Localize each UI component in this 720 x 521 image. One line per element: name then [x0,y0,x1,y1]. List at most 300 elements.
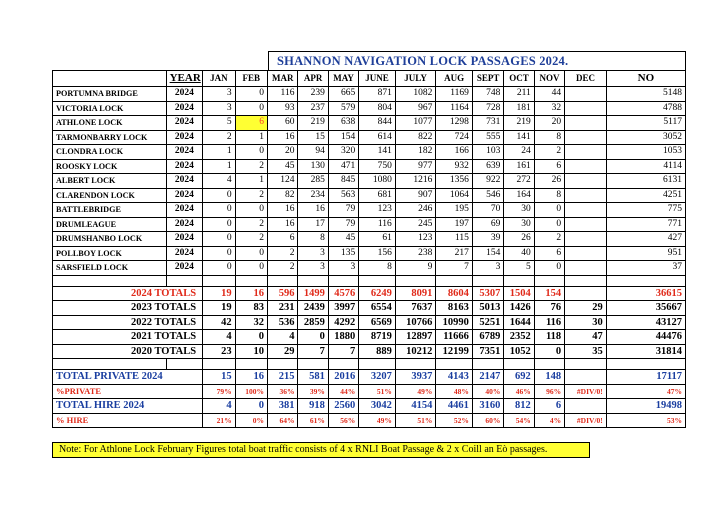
month-value: 246 [395,203,436,218]
hire-month-value: 61% [298,413,328,428]
total-month-value: 1880 [328,330,358,345]
hire-month-value: 692 [504,370,534,385]
lock-row [53,87,686,102]
month-value: 3 [472,261,503,276]
spacer-cell [298,359,328,370]
month-value: 2 [235,232,267,247]
hire-month-value: 49% [395,384,436,399]
hire-month-value: 49% [359,413,396,428]
lock-name: DRUMLEAGUE [53,217,167,232]
hire-month-value: 46% [504,384,534,399]
total-month-value: 7 [298,344,328,359]
lock-row [53,261,686,276]
month-value [565,130,607,145]
month-value: 20 [534,116,564,131]
month-value: 8 [298,232,328,247]
month-value: 217 [436,246,473,261]
total-month-value: 19 [203,301,235,316]
month-value: 116 [268,87,298,102]
month-value: 0 [235,145,267,160]
hire-month-value [565,370,607,385]
hire-month-value: 3160 [472,399,503,414]
month-value: 130 [298,159,328,174]
lock-row [53,130,686,145]
month-value: 239 [298,87,328,102]
month-value: 234 [298,188,328,203]
month-value: 285 [298,174,328,189]
total-month-value: 1426 [504,301,534,316]
lock-row [53,203,686,218]
month-value: 2 [268,246,298,261]
month-value: 638 [328,116,358,131]
total-no: 36615 [606,286,685,301]
total-label: 2020 TOTALS [53,344,203,359]
hire-month-value: 54% [504,413,534,428]
month-value: 8 [359,261,396,276]
spacer-cell [606,359,685,370]
hire-label: TOTAL HIRE 2024 [53,399,203,414]
month-value: 20 [268,145,298,160]
hire-month-value: 4 [203,399,235,414]
month-value: 1082 [395,87,436,102]
month-value: 238 [395,246,436,261]
year-total-row [53,344,686,359]
month-value: 0 [235,246,267,261]
spacer-cell [166,275,203,286]
month-value: 3 [203,101,235,116]
lock-row [53,232,686,247]
month-value: 1164 [436,101,473,116]
header-year: YEAR [166,71,203,87]
hire-label: TOTAL PRIVATE 2024 [53,370,203,385]
month-value: 60 [268,116,298,131]
hire-month-value: 51% [395,413,436,428]
total-month-value: 5307 [472,286,503,301]
hire-month-value: 16 [235,370,267,385]
lock-year: 2024 [166,188,203,203]
month-value: 123 [395,232,436,247]
month-value: 44 [534,87,564,102]
lock-total: 771 [606,217,685,232]
month-value: 563 [328,188,358,203]
hire-month-value: 44% [328,384,358,399]
lock-total: 6131 [606,174,685,189]
total-no: 31814 [606,344,685,359]
lock-row [53,188,686,203]
total-month-value: 2859 [298,315,328,330]
spacer-cell [298,275,328,286]
hire-no: 19498 [606,399,685,414]
spacer-cell [359,275,396,286]
hire-month-value: 40% [472,384,503,399]
lock-name: ATHLONE LOCK [53,116,167,131]
hire-month-value: #DIV/0! [565,384,607,399]
month-value: 123 [359,203,396,218]
hire-month-value: 4154 [395,399,436,414]
lock-year: 2024 [166,246,203,261]
month-value: 211 [504,87,534,102]
lock-name: SARSFIELD LOCK [53,261,167,276]
month-value: 3 [328,261,358,276]
spacer-cell [53,275,167,286]
month-value [565,145,607,160]
month-value: 124 [268,174,298,189]
lock-year: 2024 [166,87,203,102]
month-value: 17 [298,217,328,232]
month-value: 3 [203,87,235,102]
total-month-value: 4292 [328,315,358,330]
total-month-value: 3997 [328,301,358,316]
month-value: 871 [359,87,396,102]
hire-month-value: 3042 [359,399,396,414]
month-value: 932 [436,159,473,174]
header-month: AUG [436,71,473,87]
header-no: NO [606,71,685,87]
month-value: 1298 [436,116,473,131]
total-label: 2021 TOTALS [53,330,203,345]
month-value: 1077 [395,116,436,131]
month-value: 614 [359,130,396,145]
hire-row [53,399,686,414]
header-month: JUNE [359,71,396,87]
total-month-value: 83 [235,301,267,316]
month-value: 9 [395,261,436,276]
month-value: 181 [504,101,534,116]
hire-month-value: 56% [328,413,358,428]
month-value: 16 [268,203,298,218]
header-month: JULY [395,71,436,87]
total-month-value: 35 [565,344,607,359]
lock-year: 2024 [166,217,203,232]
month-value: 320 [328,145,358,160]
month-value: 70 [472,203,503,218]
total-month-value: 154 [534,286,564,301]
total-month-value: 8163 [436,301,473,316]
hire-month-value: 0 [235,399,267,414]
month-value: 45 [328,232,358,247]
month-value: 6 [534,246,564,261]
total-month-value: 30 [565,315,607,330]
lock-total: 951 [606,246,685,261]
lock-year: 2024 [166,232,203,247]
month-value: 15 [298,130,328,145]
total-label: 2022 TOTALS [53,315,203,330]
month-value: 237 [298,101,328,116]
month-value: 728 [472,101,503,116]
lock-total: 5148 [606,87,685,102]
month-value: 6 [235,116,267,131]
hire-row [53,413,686,428]
month-value: 0 [235,87,267,102]
month-value: 1 [235,174,267,189]
lock-row [53,145,686,160]
month-value: 2 [268,261,298,276]
month-value: 135 [328,246,358,261]
month-value: 16 [298,203,328,218]
month-value: 79 [328,217,358,232]
month-value: 0 [534,203,564,218]
spacer-row [53,359,686,370]
month-value: 0 [203,261,235,276]
total-month-value [565,286,607,301]
hire-month-value: 52% [436,413,473,428]
month-value: 471 [328,159,358,174]
total-month-value: 10766 [395,315,436,330]
total-month-value: 6569 [359,315,396,330]
month-value: 555 [472,130,503,145]
month-value: 2 [534,145,564,160]
total-no: 35667 [606,301,685,316]
year-total-row [53,330,686,345]
month-value: 197 [436,217,473,232]
total-month-value: 16 [235,286,267,301]
month-value: 845 [328,174,358,189]
hire-month-value: 3937 [395,370,436,385]
total-month-value: 29 [268,344,298,359]
month-value: 154 [472,246,503,261]
total-label: 2023 TOTALS [53,301,203,316]
total-month-value: 4576 [328,286,358,301]
month-value: 39 [472,232,503,247]
year-total-row [53,301,686,316]
spacer-cell [534,275,564,286]
hire-month-value: 64% [268,413,298,428]
total-month-value: 4 [203,330,235,345]
month-value [565,232,607,247]
total-month-value: 1644 [504,315,534,330]
total-month-value: 10 [235,344,267,359]
lock-row [53,159,686,174]
total-month-value: 889 [359,344,396,359]
spacer-cell [565,359,607,370]
total-month-value: 596 [268,286,298,301]
hire-month-value: 4461 [436,399,473,414]
spacer-cell [203,359,235,370]
month-value: 804 [359,101,396,116]
total-month-value: 2352 [504,330,534,345]
total-month-value: 29 [565,301,607,316]
month-value: 116 [359,217,396,232]
month-value: 0 [203,246,235,261]
lock-total: 427 [606,232,685,247]
spacer-cell [472,359,503,370]
lock-row [53,116,686,131]
total-month-value: 11666 [436,330,473,345]
lock-row [53,246,686,261]
spacer-cell [504,359,534,370]
spacer-cell [436,275,473,286]
month-value: 0 [534,261,564,276]
month-value: 922 [472,174,503,189]
month-value: 1169 [436,87,473,102]
total-month-value: 0 [235,330,267,345]
month-value: 748 [472,87,503,102]
lock-name: BATTLEBRIDGE [53,203,167,218]
hire-month-value: 39% [298,384,328,399]
header-month: SEPT [472,71,503,87]
total-month-value: 12199 [436,344,473,359]
total-month-value: 10212 [395,344,436,359]
lock-year: 2024 [166,159,203,174]
total-month-value: 2439 [298,301,328,316]
month-value: 0 [235,203,267,218]
month-value: 30 [504,217,534,232]
total-no: 43127 [606,315,685,330]
total-month-value: 1499 [298,286,328,301]
total-label: 2024 TOTALS [53,286,203,301]
month-value: 4 [203,174,235,189]
total-month-value: 536 [268,315,298,330]
header-month: JAN [203,71,235,87]
month-value: 45 [268,159,298,174]
total-month-value: 7637 [395,301,436,316]
hire-no: 47% [606,384,685,399]
month-value: 0 [235,101,267,116]
total-month-value: 6789 [472,330,503,345]
lock-name: ALBERT LOCK [53,174,167,189]
month-value: 79 [328,203,358,218]
spacer-cell [534,359,564,370]
lock-total: 4114 [606,159,685,174]
month-value: 0 [534,217,564,232]
spacer-cell [359,359,396,370]
lock-row [53,174,686,189]
hire-month-value: 60% [472,413,503,428]
month-value: 6 [534,159,564,174]
spacer-cell [268,275,298,286]
month-value [565,203,607,218]
hire-month-value: 812 [504,399,534,414]
month-value: 907 [395,188,436,203]
month-value: 166 [436,145,473,160]
spacer-cell [395,359,436,370]
month-value: 967 [395,101,436,116]
header-month: APR [298,71,328,87]
hire-month-value: 0% [235,413,267,428]
month-value: 844 [359,116,396,131]
spacer-cell [328,275,358,286]
month-value: 26 [534,174,564,189]
month-value: 724 [436,130,473,145]
hire-month-value: #DIV/0! [565,413,607,428]
total-no: 44476 [606,330,685,345]
hire-month-value: 581 [298,370,328,385]
month-value: 2 [235,188,267,203]
total-month-value: 47 [565,330,607,345]
month-value: 1080 [359,174,396,189]
lock-total: 37 [606,261,685,276]
month-value: 16 [268,130,298,145]
month-value [565,217,607,232]
spacer-cell [472,275,503,286]
total-month-value: 116 [534,315,564,330]
lock-year: 2024 [166,130,203,145]
header-row [53,71,686,87]
month-value: 0 [203,232,235,247]
month-value: 195 [436,203,473,218]
month-value [565,246,607,261]
hire-label: %PRIVATE [53,384,203,399]
lock-year: 2024 [166,145,203,160]
total-month-value: 1504 [504,286,534,301]
month-value: 0 [203,217,235,232]
month-value: 1064 [436,188,473,203]
month-value: 182 [395,145,436,160]
month-value: 93 [268,101,298,116]
lock-total: 3052 [606,130,685,145]
month-value: 2 [203,130,235,145]
total-month-value: 8091 [395,286,436,301]
hire-label: % HIRE [53,413,203,428]
year-total-row [53,315,686,330]
month-value: 2 [534,232,564,247]
lock-name: PORTUMNA BRIDGE [53,87,167,102]
header-month: NOV [534,71,564,87]
month-value: 1 [203,159,235,174]
hire-month-value: 51% [359,384,396,399]
lock-name: CLARENDON LOCK [53,188,167,203]
month-value [565,101,607,116]
month-value: 245 [395,217,436,232]
month-value [565,116,607,131]
month-value: 30 [504,203,534,218]
lock-year: 2024 [166,116,203,131]
month-value: 103 [472,145,503,160]
lock-name: DRUMSHANBO LOCK [53,232,167,247]
month-value: 24 [504,145,534,160]
hire-month-value: 918 [298,399,328,414]
month-value: 546 [472,188,503,203]
month-value: 5 [203,116,235,131]
lock-total: 4251 [606,188,685,203]
total-month-value: 118 [534,330,564,345]
total-month-value: 0 [534,344,564,359]
note-banner: Note: For Athlone Lock February Figures total boat traffic consists of 4 x RNLI Boat Passage & 2 x Coill an Eò passages. [52,442,590,458]
hire-no: 17117 [606,370,685,385]
lock-name: POLLBOY LOCK [53,246,167,261]
spacer-cell [53,359,167,370]
total-month-value: 5013 [472,301,503,316]
month-value [565,174,607,189]
month-value: 665 [328,87,358,102]
hire-month-value: 2147 [472,370,503,385]
lock-total: 1053 [606,145,685,160]
total-month-value: 32 [235,315,267,330]
hire-month-value: 15 [203,370,235,385]
total-month-value: 42 [203,315,235,330]
total-month-value: 5251 [472,315,503,330]
lock-year: 2024 [166,101,203,116]
month-value: 61 [359,232,396,247]
month-value: 16 [268,217,298,232]
header-blank [53,71,167,87]
page-title: SHANNON NAVIGATION LOCK PASSAGES 2024. [268,51,686,70]
month-value: 2 [235,217,267,232]
month-value: 94 [298,145,328,160]
month-value: 1 [235,130,267,145]
hire-month-value: 2560 [328,399,358,414]
month-value: 3 [298,261,328,276]
spacer-cell [606,275,685,286]
spacer-cell [328,359,358,370]
hire-month-value: 96% [534,384,564,399]
month-value: 219 [298,116,328,131]
total-month-value: 7 [328,344,358,359]
hire-month-value: 79% [203,384,235,399]
spacer-cell [504,275,534,286]
month-value: 822 [395,130,436,145]
total-month-value: 7351 [472,344,503,359]
